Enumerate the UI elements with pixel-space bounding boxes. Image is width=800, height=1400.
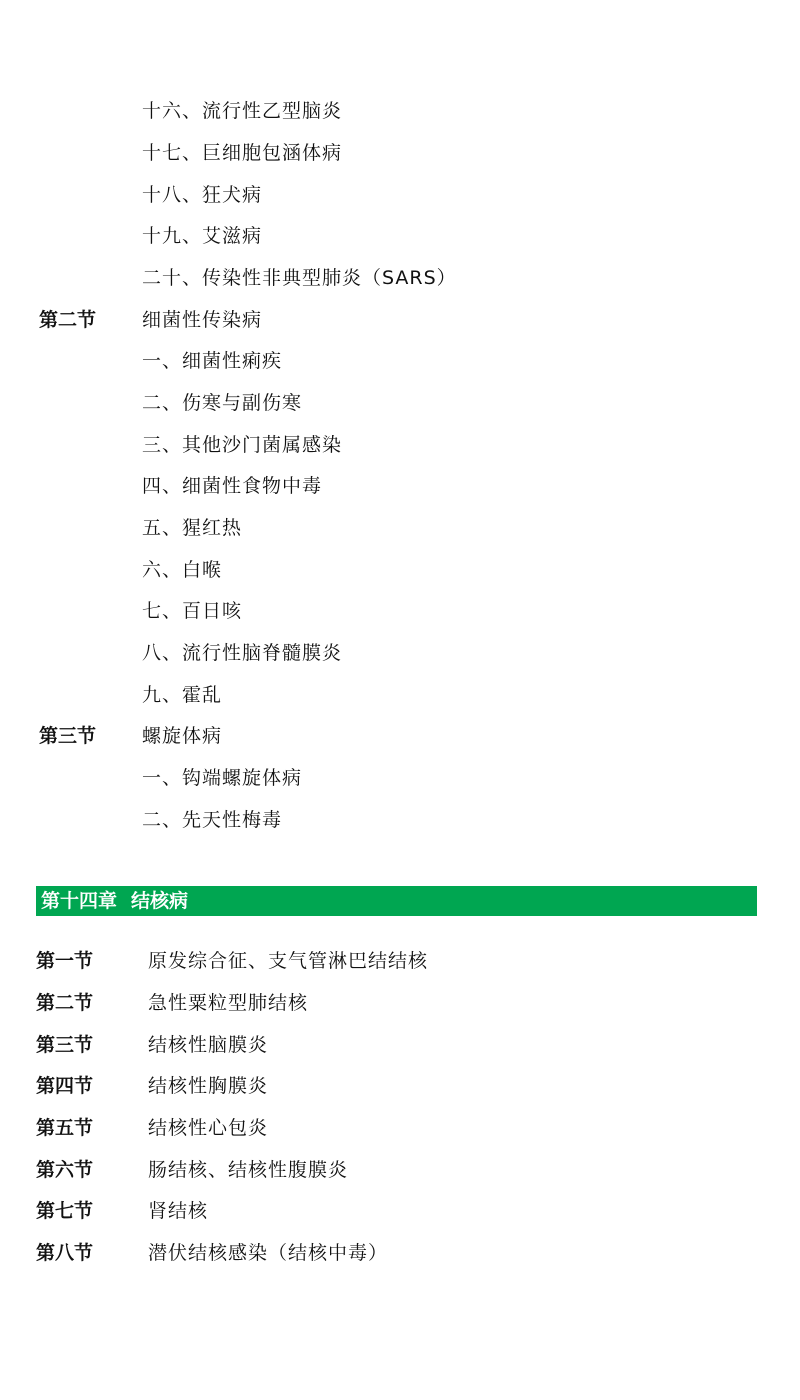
- list-item: 一、钩端螺旋体病: [142, 767, 303, 789]
- section-label: 第三节: [39, 725, 97, 747]
- section-title: 螺旋体病: [142, 725, 223, 747]
- section-label: 第六节: [36, 1159, 94, 1181]
- section-title: 结核性胸膜炎: [148, 1075, 269, 1097]
- section-label: 第五节: [36, 1117, 94, 1139]
- section-title: 潜伏结核感染（结核中毒）: [148, 1242, 389, 1264]
- list-item: 二、伤寒与副伤寒: [142, 392, 303, 414]
- chapter-name: 结核病: [131, 890, 189, 912]
- list-item: 七、百日咳: [142, 600, 243, 622]
- section-title: 细菌性传染病: [142, 309, 263, 331]
- list-item: 六、白喉: [142, 559, 223, 581]
- list-item: 十七、巨细胞包涵体病: [142, 142, 343, 164]
- section-label: 第七节: [36, 1200, 94, 1222]
- list-item: 十六、流行性乙型脑炎: [142, 100, 343, 122]
- section-label: 第二节: [39, 309, 97, 331]
- section-title: 急性粟粒型肺结核: [148, 992, 309, 1014]
- list-item: 十八、狂犬病: [142, 184, 263, 206]
- list-item: 二十、传染性非典型肺炎（SARS）: [142, 267, 457, 289]
- section-title: 结核性脑膜炎: [148, 1034, 269, 1056]
- chapter-number: 第十四章: [41, 890, 118, 912]
- section-label: 第二节: [36, 992, 94, 1014]
- chapter-heading-bar: [36, 886, 757, 916]
- section-label: 第四节: [36, 1075, 94, 1097]
- list-item: 一、细菌性痢疾: [142, 350, 283, 372]
- list-item: 九、霍乱: [142, 684, 223, 706]
- list-item: 三、其他沙门菌属感染: [142, 434, 343, 456]
- list-item: 十九、艾滋病: [142, 225, 263, 247]
- section-title: 结核性心包炎: [148, 1117, 269, 1139]
- list-item: 八、流行性脑脊髓膜炎: [142, 642, 343, 664]
- list-item: 二、先天性梅毒: [142, 809, 283, 831]
- section-title: 肠结核、结核性腹膜炎: [148, 1159, 349, 1181]
- section-label: 第三节: [36, 1034, 94, 1056]
- section-label: 第八节: [36, 1242, 94, 1264]
- section-label: 第一节: [36, 950, 94, 972]
- list-item: 四、细菌性食物中毒: [142, 475, 323, 497]
- chapter-title: [41, 889, 188, 913]
- section-title: 原发综合征、支气管淋巴结结核: [148, 950, 429, 972]
- section-title: 肾结核: [148, 1200, 209, 1222]
- list-item: 五、猩红热: [142, 517, 243, 539]
